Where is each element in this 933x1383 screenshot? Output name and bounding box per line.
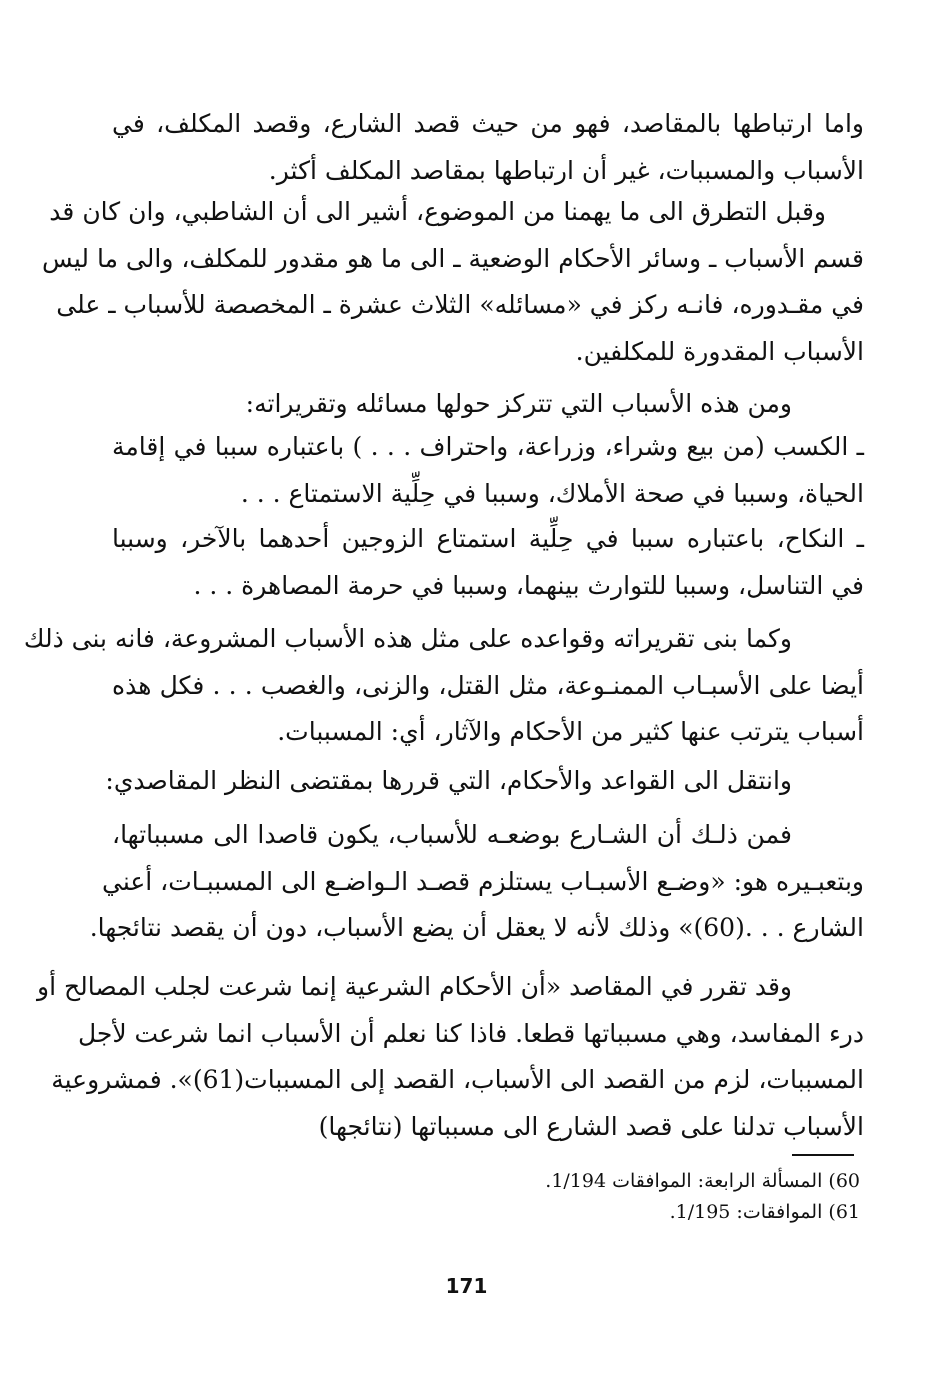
text-line: واما ارتباطها بالمقاصد، فهو من حيث قصد الشارع، وقصد المكلف، في [112,109,864,138]
text-line: وانتقل الى القواعد والأحكام، التي قررها بمقتضى النظر المقاصدي: [105,766,792,795]
text-line: الأسباب المقدورة للمكلفين. [575,336,864,366]
text-line: ـ الكسب (من بيع وشراء، وزراعة، واحتراف . . . ) باعتباره سببا في إقامة [112,432,864,461]
text-line: الأسباب والمسببات، غير أن ارتباطها بمقاصد المكلف أكثر. [268,155,864,185]
text-line: في التناسل، وسببا للتوارث بينهما، وسببا في حرمة المصاهرة . . . [193,570,864,600]
text-line: الشارع . . .(60)» وذلك لأنه لا يعقل أن يضع الأسباب، دون أن يقصد نتائجها. [89,913,864,942]
footnote-separator [792,1154,854,1156]
text-line: المسببات، لزم من القصد الى الأسباب، القصد إلى المسببات(61)». فمشروعية [51,1065,864,1094]
paragraph [89,812,864,952]
text-line: في مقـدوره، فانـه ركز في «مسائله» الثلاث عشرة ـ المخصصة للأسباب ـ على [56,290,864,319]
text-line: أسباب يترتب عنها كثير من الأحكام والآثار، أي: المسببات. [277,717,864,746]
text-line: أيضا على الأسبـاب الممنـوعة، مثل القتل، والزنى، والغصب . . . فكل هذه [112,670,864,700]
text-line: درء المفاسد، وهي مسبباتها قطعا. فاذا كنا نعلم أن الأسباب انما شرعت لأجل [77,1018,864,1048]
paragraph [112,101,864,194]
text-line: فمن ذلـك أن الشـارع بوضعـه للأسباب، يكون قاصدا الى مسبباتها، [112,820,792,849]
paragraph [41,189,864,375]
text-line: وقد تقرر في المقاصد «أن الأحكام الشرعية إنما شرعت لجلب المصالح أو [37,972,792,1001]
text-line: وبتعبـيره هو: «وضـع الأسبـاب يستلزم قصـد الـواضـع الى المسببـات، أعني [101,866,864,896]
footnote-60: 60) المسألة الرابعة: الموافقات 1/194. [545,1170,860,1192]
paragraph [105,758,864,805]
text-line: قسم الأسباب ـ وسائر الأحكام الوضعية ـ الى ما هو مقدور للمكلف، والى ما ليس [41,243,864,273]
text-line: الأسباب تدلنا على قصد الشارع الى مسبباتها (نتائجها) [318,1111,864,1141]
footnote-61: 61) الموافقات: 1/195. [669,1201,860,1223]
text-line: الحياة، وسببا في صحة الأملاك، وسببا في حِلِّية الاستمتاع . . . [240,478,864,508]
page-number: 171 [445,1274,488,1298]
paragraph [23,616,864,756]
paragraph [112,516,864,609]
text-line: وكما بنى تقريراته وقواعده على مثل هذه الأسباب المشروعة، فانه بنى ذلك [23,624,792,653]
paragraph [112,424,864,517]
paragraph [112,381,864,428]
text-line: ومن هذه الأسباب التي تتركز حولها مسائله وتقريراته: [245,389,792,418]
paragraph [37,964,864,1150]
text-line: وقبل التطرق الى ما يهمنا من الموضوع، أشير الى أن الشاطبي، وان كان قد [49,197,826,226]
text-line: ـ النكاح، باعتباره سببا في حِلِّية استمتاع الزوجين أحدهما بالآخر، وسببا [112,524,864,553]
